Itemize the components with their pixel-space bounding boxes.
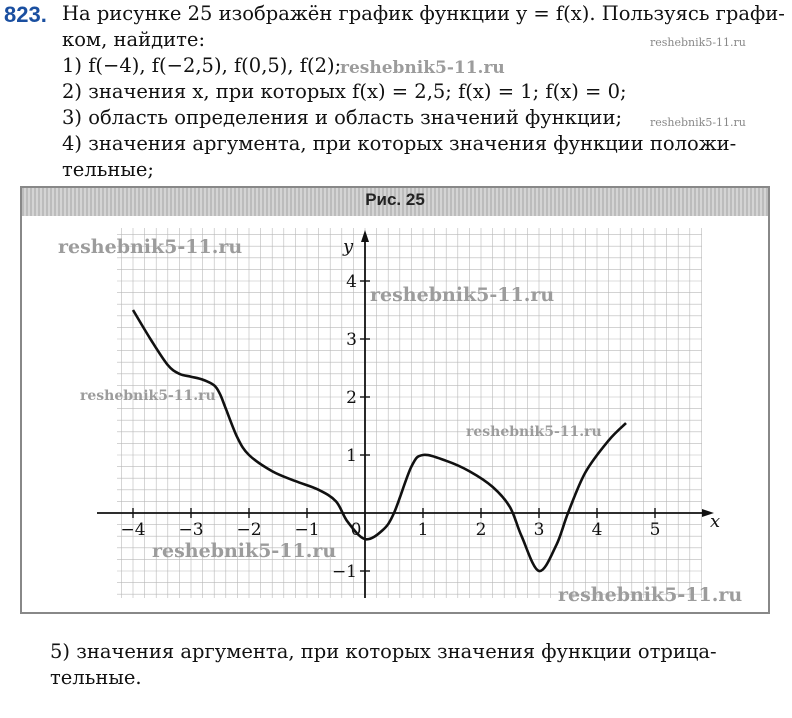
x-tick-label: −4 (120, 520, 146, 540)
x-axis-label: x (710, 511, 721, 532)
problem-line-2: ком, найдите: (62, 28, 206, 51)
task-5-line-1: 5) значения аргумента, при которых значения функции отрица- (50, 640, 717, 663)
y-tick-label: 4 (346, 272, 357, 292)
problem-line-1: На рисунке 25 изображён график функции y = f(x). Пользуясь графи- (62, 2, 785, 25)
watermark: reshebnik5-11.ru (340, 58, 505, 78)
y-axis-arrow (361, 230, 369, 242)
task-4-line-2: тельные; (62, 158, 154, 181)
task-5-line-2: тельные. (50, 666, 142, 689)
figure-25 (20, 186, 770, 614)
task-3: 3) область определения и область значений функции; (62, 106, 623, 129)
watermark: reshebnik5-11.ru (650, 36, 746, 49)
task-2: 2) значения x, при которых f(x) = 2,5; f(x) = 1; f(x) = 0; (62, 80, 627, 103)
x-tick-label: 4 (591, 520, 603, 540)
x-tick-label: 3 (533, 520, 545, 540)
y-axis-label: y (343, 236, 354, 257)
x-tick-label: 1 (417, 520, 429, 540)
x-tick-label: 5 (649, 520, 661, 540)
function-curve (133, 310, 626, 571)
x-tick-label: −3 (178, 520, 204, 540)
x-tick-label: −2 (236, 520, 262, 540)
figure-title: Рис. 25 (365, 190, 425, 209)
watermark: reshebnik5-11.ru (152, 540, 337, 562)
watermark: reshebnik5-11.ru (80, 388, 216, 404)
x-tick-label: −1 (294, 520, 320, 540)
y-tick-label: −1 (331, 562, 357, 582)
y-tick-label: 2 (346, 388, 357, 408)
y-tick-label: 3 (346, 330, 357, 350)
x-tick-label: 0 (350, 520, 362, 540)
x-tick-label: 2 (475, 520, 487, 540)
watermark: reshebnik5-11.ru (650, 116, 746, 129)
problem-number: 823. (4, 2, 47, 27)
watermark: reshebnik5-11.ru (558, 584, 743, 606)
task-4-line-1: 4) значения аргумента, при которых значения функции положи- (62, 132, 737, 155)
task-1: 1) f(−4), f(−2,5), f(0,5), f(2); (62, 54, 342, 77)
watermark: reshebnik5-11.ru (370, 284, 555, 306)
watermark: reshebnik5-11.ru (58, 236, 243, 258)
watermark: reshebnik5-11.ru (466, 424, 602, 440)
y-tick-label: 1 (346, 446, 357, 466)
